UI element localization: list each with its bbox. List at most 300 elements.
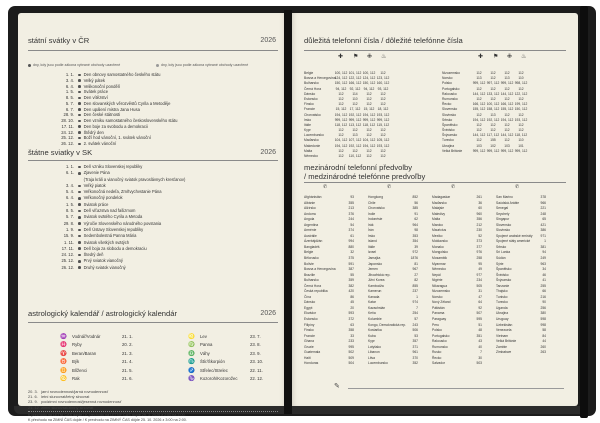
country-name: Moldavsko	[432, 239, 448, 244]
dial-code: 994	[348, 239, 354, 244]
dial-code: 62	[414, 217, 418, 222]
country-name: Ukrajina	[442, 143, 455, 148]
dot-icon	[78, 166, 81, 169]
phone-number: 112	[380, 128, 386, 133]
pisces-icon: ♓	[60, 342, 67, 349]
phone-number: 112	[518, 71, 524, 75]
zodiac-row: ♌ Lev 23. 7.	[188, 334, 261, 340]
country-name: Ukrajina	[496, 311, 509, 316]
phone-number: 193, 112	[376, 143, 390, 148]
dial-code: 359	[348, 278, 354, 283]
dial-code: 52	[478, 233, 482, 238]
phone-number: 112	[380, 133, 386, 138]
holiday-row: 1. 1. Deň vzniku Slovenskej republiky	[66, 164, 143, 169]
country-name: Kostarika	[368, 328, 382, 333]
country-name: Turecko	[496, 300, 508, 305]
dial-code: 244	[348, 217, 354, 222]
country-name: Bělorusko	[304, 256, 319, 261]
country-name: Argentina	[304, 222, 319, 227]
dial-code: 591	[348, 261, 354, 266]
phone-number: 118, 112	[362, 122, 376, 127]
phone-number: 112	[476, 122, 482, 127]
holiday-row: 1. 11. Sviatok všetkých svätých	[64, 239, 130, 245]
phone-number: 18, 112	[377, 107, 389, 112]
dial-code: 355	[348, 200, 354, 205]
summer-time-note: K přechodu na LETNÍ ČAS dojde / K prechodu na LETNÝ ČAS dôjde 29. 3. 2026 z 2:00 na 3:00.	[28, 413, 186, 417]
dial-code: 593	[348, 311, 354, 316]
dial-code: 502	[348, 350, 354, 355]
country-name: Haiti	[304, 355, 311, 360]
country-name: Alžírsko	[304, 206, 316, 211]
country-name: Monako	[432, 244, 444, 249]
country-name: Albánie	[304, 200, 315, 205]
country-name: Rakousko	[432, 339, 447, 344]
phone-number: 112	[504, 86, 510, 91]
phone-number: 999, 112	[362, 117, 376, 122]
country-name: Nigérie	[432, 278, 443, 283]
phone-number: 150, 112	[362, 81, 376, 86]
dial-code: 86	[350, 294, 354, 299]
phone-number: 166, 112	[348, 81, 362, 86]
dial-code: 60	[478, 206, 482, 211]
phone-number: 112	[490, 86, 496, 91]
divider	[28, 322, 278, 323]
bookmark-ribbon	[284, 10, 292, 414]
pencil-icon: ✎	[334, 383, 340, 390]
phone-number: 112	[504, 122, 510, 127]
country-name: Senegal	[496, 206, 509, 211]
phone-number: 112	[518, 112, 524, 117]
country-name: Bulharsko	[304, 81, 319, 86]
country-name: Peru	[432, 322, 439, 327]
country-name: Honduras	[304, 361, 319, 366]
dial-code: 256	[540, 305, 546, 310]
phone-number: 113, 112	[348, 122, 362, 127]
country-name: Španělsko	[496, 267, 512, 272]
phone-number: 112	[338, 128, 344, 133]
notes-line	[348, 388, 564, 389]
dial-code: 53	[414, 333, 418, 338]
dial-code: 249	[540, 256, 546, 261]
country-name: Portugalsko	[432, 333, 450, 338]
holiday-row: 8. 5. Deň víťazstva nad fašizmom	[66, 208, 136, 214]
phone-number: 999, 112	[514, 148, 528, 153]
dial-code: 248	[540, 211, 546, 216]
phone-icon: ✆	[451, 184, 456, 190]
dial-code: 46	[542, 272, 546, 277]
phone-number: 193, 112	[376, 112, 390, 117]
phone-number: 112	[476, 96, 482, 101]
dial-code: 507	[476, 311, 482, 316]
country-name: Černá Hora	[304, 283, 322, 288]
country-name: Nizozemsko	[432, 289, 450, 294]
country-name: Nizozemsko	[442, 71, 460, 75]
holiday-row: 3. 4. Veľký piatok	[66, 182, 106, 188]
dial-code: 972	[412, 250, 418, 255]
phone-number: 999, 112	[472, 81, 486, 86]
phone-number: 118, 112	[334, 122, 348, 127]
country-name: Tunisko	[496, 294, 508, 299]
phone-number: 112	[366, 128, 372, 133]
dial-code: 66	[542, 289, 546, 294]
dial-code: 230	[476, 228, 482, 233]
country-name: Slovinsko	[442, 112, 457, 117]
phone-number: 192, 112	[348, 112, 362, 117]
country-name: Madagaskar	[432, 195, 451, 199]
country-name: Norsko	[432, 294, 443, 299]
phone-number: 112	[490, 96, 496, 101]
phone-number: 194, 112	[334, 112, 348, 117]
country-name: Salvador	[432, 361, 446, 366]
phone-number: 118, 112	[514, 133, 528, 138]
dial-code: 503	[476, 361, 482, 366]
phone-number: 110	[352, 96, 358, 101]
holiday-row: 26. 12. Druhý sviatok vianočný	[61, 264, 126, 270]
holiday-row: 5. 7. Den slovanských věrozvěstů Cyrila a Metoděje	[65, 100, 171, 106]
phone-number: 112	[490, 128, 496, 133]
phone-numbers-title: důležitá telefonní čísla / dôležité telefónne čísla	[304, 36, 463, 45]
dot-icon	[78, 102, 81, 105]
dot-icon	[78, 222, 81, 225]
phone-number: 112	[380, 148, 386, 153]
country-name: Bulharsko	[304, 278, 319, 283]
sk-holiday-list	[28, 164, 278, 271]
zodiac-row: ♉ Býk 21. 4.	[60, 359, 133, 366]
phone-number: 199, 112	[514, 102, 528, 107]
country-name: Švýcarsko	[442, 133, 458, 138]
country-name: Malta	[304, 148, 313, 153]
country-name: Srbsko	[442, 117, 453, 122]
phone-icon: ✆	[515, 184, 520, 190]
country-name: Estonsko	[304, 96, 318, 101]
country-name: Ázerbájdžán	[304, 239, 323, 244]
leo-icon: ♌	[188, 334, 195, 340]
dial-code: 381	[540, 244, 546, 249]
country-name: Kazachstán	[368, 305, 386, 310]
phone-number: 999, 112	[500, 81, 514, 86]
dial-code: 30	[478, 355, 482, 360]
country-name: Uruguay	[496, 317, 509, 322]
holiday-row: 29. 8. Výročie Slovenského národného povstania	[63, 220, 162, 226]
dial-code: 966	[540, 200, 546, 205]
country-name: Finsko	[304, 102, 314, 107]
sagittarius-icon: ♐	[188, 367, 195, 374]
dial-code: 504	[348, 361, 354, 366]
zodiac-row: ♈ Beran/Baran 21. 3.	[60, 350, 133, 357]
phone-number: 112	[518, 128, 524, 133]
phone-table-left	[304, 71, 390, 159]
country-name: Nikaragua	[432, 283, 448, 288]
holiday-row: 3. 4. Velký pátek	[65, 77, 106, 83]
phone-number: 102	[490, 143, 496, 148]
emergency-icon: ✚	[338, 54, 344, 60]
country-name: Seychely	[496, 211, 510, 216]
dial-code: 420	[348, 289, 354, 294]
dot-icon	[78, 97, 81, 100]
holiday-row: 6. 1. Zjavenie Pána	[66, 170, 110, 176]
dot-icon	[78, 131, 81, 134]
dial-code: 353	[412, 233, 418, 238]
legend-closed-shops-2: dny, kdy jsou podle zákona vybrané obchody uzavřené	[156, 63, 248, 67]
season-row: 21. 6. letní slunovrat/letný slnovrat	[28, 394, 90, 400]
cancer-icon: ♋	[60, 375, 67, 382]
phone-number: 193, 112	[514, 117, 528, 122]
phone-number: 999, 112	[376, 117, 390, 122]
phone-number: 15, 112	[335, 107, 347, 112]
dial-code: 243	[412, 322, 418, 327]
country-name: Norsko	[442, 76, 453, 81]
dot-icon	[156, 64, 159, 67]
dial-code: 48	[478, 328, 482, 333]
dot-icon	[78, 120, 81, 123]
phone-number: 999, 112	[348, 117, 362, 122]
country-name: Jamajka	[368, 256, 381, 261]
holiday-row: 26. 12. 2. svátek vánoční	[61, 141, 117, 146]
country-name: Bosna a Hercegovina	[304, 76, 336, 81]
phone-number: 112	[504, 128, 510, 133]
dial-code: 976	[476, 250, 482, 255]
dial-code: 98	[414, 228, 418, 233]
country-name: Rusko	[432, 350, 442, 355]
dial-code: 63	[350, 322, 354, 327]
phone-number: 115, 112	[376, 122, 390, 127]
dial-code-row	[496, 361, 546, 367]
country-name: Kuba	[368, 333, 376, 338]
dot-icon	[78, 235, 81, 238]
dial-code: 36	[478, 200, 482, 205]
country-name: Belgie	[304, 71, 314, 75]
dial-code: 212	[476, 222, 482, 227]
country-name: Itálie	[304, 122, 311, 127]
phone-number: 112	[366, 96, 372, 101]
country-name: Malajsie	[432, 206, 445, 211]
country-name: Brazílie	[304, 272, 315, 277]
phone-number: 998, 112	[514, 81, 528, 86]
country-name: Nový Zéland	[432, 300, 451, 305]
phone-number: 112	[490, 122, 496, 127]
dial-code: 505	[476, 283, 482, 288]
dot-icon	[78, 197, 81, 200]
dial-code: 382	[348, 283, 354, 288]
dial-code: 961	[412, 350, 418, 355]
dial-code: 255	[540, 283, 546, 288]
country-name: Zimbabwe	[496, 350, 512, 355]
dial-code: 31	[478, 289, 482, 294]
phone-number: 112	[366, 133, 372, 138]
phone-number: 112	[366, 154, 372, 158]
phone-number: 160, 112	[376, 81, 390, 86]
holiday-row: 25. 12. Prvý sviatok vianočný	[61, 258, 123, 264]
dial-code: 387	[348, 267, 354, 272]
country-name: Gruzie	[304, 344, 314, 349]
dial-code: 33	[350, 333, 354, 338]
phone-number: 123, 112	[376, 76, 390, 81]
phone-number: 117, 112	[486, 133, 500, 138]
dot-icon	[78, 85, 81, 88]
phone-number: 114	[352, 91, 358, 96]
dot-icon	[78, 241, 81, 244]
dot-icon	[78, 216, 81, 219]
holiday-row: (Traja králi a vianočný sviatok pravoslávnych kresťanov)	[83, 176, 186, 182]
phone-number: 133, 112	[486, 91, 500, 96]
dial-code: 880	[348, 244, 354, 249]
dial-code: 598	[540, 317, 546, 322]
ambulance-icon: ✙	[367, 54, 373, 60]
police-icon: ⚑	[493, 54, 499, 60]
country-name: Lotyšsko	[368, 344, 382, 349]
phone-icon: ✆	[323, 184, 328, 190]
dial-code: 855	[412, 283, 418, 288]
holiday-row: 28. 10. Den vzniku samostatného československého státu	[61, 118, 178, 123]
country-name: Portugalsko	[442, 86, 460, 91]
country-name: Malta	[432, 217, 441, 222]
phone-number: 103	[504, 143, 510, 148]
dial-code: 356	[476, 217, 482, 222]
holiday-row: 24. 12. Štedrý deň	[61, 252, 104, 258]
phone-number: 110	[518, 76, 524, 81]
holiday-row: 5. 4. Veľkonočná nedeľa, Zmŕtvychvstanie Pána	[66, 189, 162, 195]
dial-code: 509	[348, 355, 354, 360]
country-name: Chile	[368, 200, 376, 205]
phone-number: 112	[338, 91, 344, 96]
dial-code: 372	[348, 317, 354, 322]
country-name: Afghánistán	[304, 195, 322, 199]
country-name: Kypr	[368, 339, 375, 344]
dial-code: 82	[414, 278, 418, 283]
divider	[28, 160, 278, 161]
dial-code: 967	[412, 267, 418, 272]
phone-number: 113	[504, 76, 510, 81]
holiday-row: 6. 4. Veľkonočný pondelok	[66, 195, 123, 201]
phone-number: 144, 112	[500, 91, 514, 96]
holiday-row: 1. 9. Deň Ústavy Slovenskej republiky	[66, 226, 144, 232]
country-name: Spojené arabské emiráty	[496, 233, 533, 238]
filled-dot-icon	[28, 64, 31, 67]
phone-number: 112	[380, 102, 386, 107]
dial-code: 47	[478, 294, 482, 299]
country-name: Bolívie	[304, 261, 314, 266]
country-name: Hongkong	[368, 195, 384, 199]
country-name: Litva	[368, 355, 375, 360]
season-list	[28, 389, 121, 410]
service-icons-row	[290, 53, 578, 63]
phone-number: 94, 112	[363, 86, 375, 91]
country-name: Spojené státy americké	[496, 239, 531, 244]
dial-code: 56	[414, 200, 418, 205]
phone-number: 166, 112	[472, 102, 486, 107]
police-icon: ⚑	[353, 54, 359, 60]
phone-number: 112	[380, 154, 386, 158]
cz-holidays-title: státní svátky v ČR	[28, 36, 90, 45]
phone-number: 104, 112	[362, 138, 376, 143]
dial-code: 354	[412, 239, 418, 244]
phone-icon: ✆	[387, 184, 392, 190]
phone-number: 112	[518, 86, 524, 91]
phone-number: 103	[476, 143, 482, 148]
country-name: Španělsko	[442, 122, 458, 127]
phone-number: 112	[504, 71, 510, 75]
dial-code: 263	[540, 350, 546, 355]
dial-code: 58	[542, 328, 546, 333]
dial-code: 375	[348, 256, 354, 261]
dial-code: 260	[540, 344, 546, 349]
phone-number: 112	[366, 91, 372, 96]
country-name: Polsko	[432, 328, 442, 333]
country-name: Irák	[368, 222, 374, 227]
int-codes-col-4	[496, 195, 546, 367]
country-name: Estonsko	[304, 317, 318, 322]
country-name: Venezuela	[496, 328, 512, 333]
country-name: Kypr	[304, 128, 311, 133]
country-name: Ekvádor	[304, 311, 317, 316]
dial-code: 258	[476, 256, 482, 261]
country-name: Francie	[304, 333, 315, 338]
phone-number: 105, 112	[376, 138, 390, 143]
country-name: Island	[368, 239, 377, 244]
phone-number: 112	[366, 102, 372, 107]
phone-number: 112	[338, 96, 344, 101]
dot-icon	[78, 125, 81, 128]
phone-number: 112	[380, 71, 386, 75]
phone-number: 112	[338, 154, 344, 158]
dial-code-row	[304, 361, 354, 367]
phone-number: 112	[504, 96, 510, 101]
phone-number: 112	[476, 86, 482, 91]
phone-number: 194, 112	[500, 117, 514, 122]
country-name: Angola	[304, 217, 315, 222]
dial-code: 40	[478, 344, 482, 349]
phone-number: 112	[476, 71, 482, 75]
dial-code: 94	[542, 250, 546, 255]
zodiac-list-left	[60, 333, 150, 383]
dial-code: 370	[412, 355, 418, 360]
dot-icon	[78, 191, 81, 194]
phone-number: 112	[366, 148, 372, 153]
phone-number: 144, 112	[472, 91, 486, 96]
dial-code: 374	[348, 228, 354, 233]
dial-code: 34	[542, 267, 546, 272]
phone-number: 997, 112	[486, 81, 500, 86]
dot-icon	[78, 247, 81, 250]
country-name: Kamerun	[368, 289, 382, 294]
dot-icon	[78, 143, 81, 146]
phone-number: 155, 112	[500, 107, 514, 112]
phone-number: 112	[518, 122, 524, 127]
phone-number: 112	[352, 102, 358, 107]
phone-number: 100, 112	[486, 102, 500, 107]
dial-code: 960	[476, 211, 482, 216]
dial-code: 386	[540, 228, 546, 233]
dial-code: 49	[478, 267, 482, 272]
phone-number: 155	[490, 138, 496, 143]
aquarius-icon: ♒	[60, 334, 67, 340]
phone-number: 112	[476, 112, 482, 117]
country-name: Bangladéš	[304, 244, 320, 249]
zodiac-row: ♋ Rak 21. 6.	[60, 375, 133, 382]
phone-number: 166, 112	[500, 102, 514, 107]
int-codes-title-2: / medzinárodné telefónne predvoľby	[304, 172, 426, 181]
country-name: Makedonie	[304, 143, 321, 148]
phone-number: 150, 112	[514, 107, 528, 112]
virgo-icon: ♍	[188, 342, 195, 349]
phone-number: 112	[380, 91, 386, 96]
country-name: Řecko	[432, 355, 442, 360]
dial-code: 57	[414, 317, 418, 322]
country-name: Zambie	[496, 344, 507, 349]
phone-number: 112	[504, 112, 510, 117]
phone-number: 112	[352, 148, 358, 153]
fire-icon: ♨	[381, 54, 387, 60]
